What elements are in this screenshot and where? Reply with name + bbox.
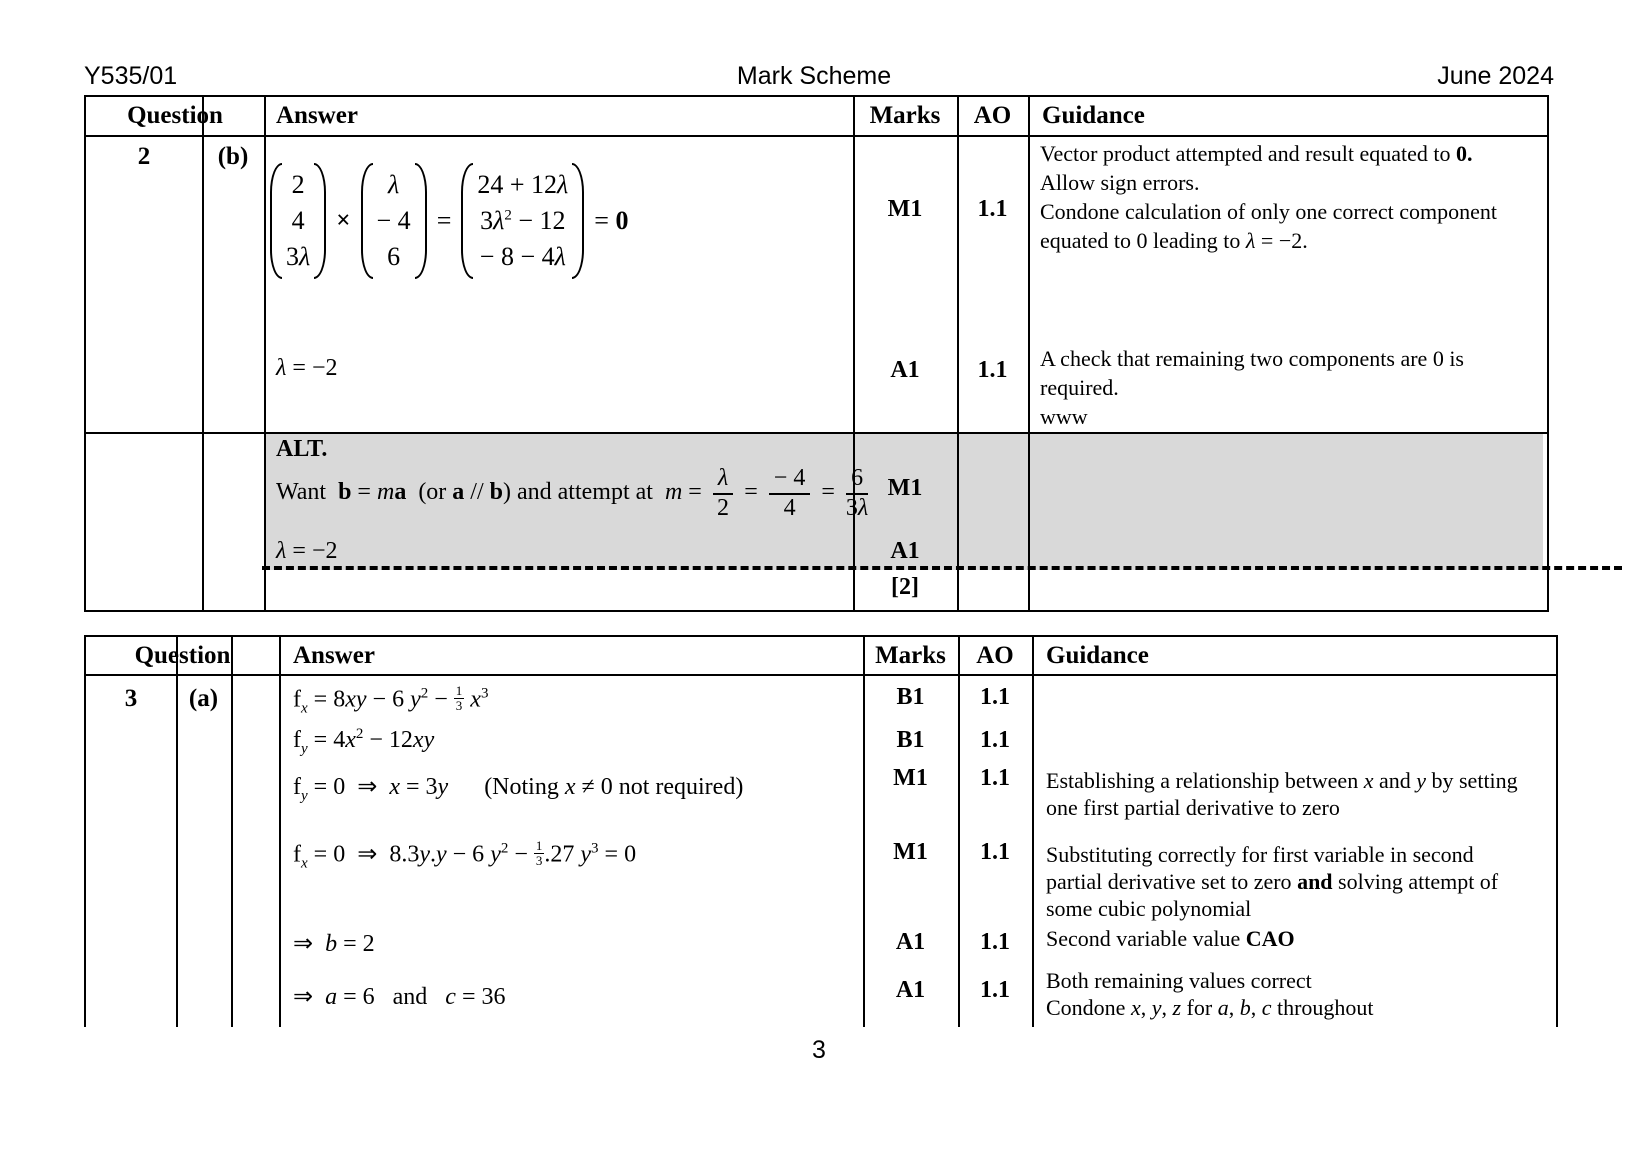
answer-line: ⇒ b = 2	[293, 931, 375, 957]
equals-zero: = 0	[594, 206, 629, 235]
ao: 1.1	[980, 977, 1010, 1003]
ao-a1: 1.1	[977, 357, 1008, 383]
answer-line: $f_x = 8xy - 6$ $y^2$ − $\frac{1}{3}$ $x^3$	[293, 683, 489, 717]
ao-m1: 1.1	[977, 196, 1008, 222]
ao: 1.1	[980, 839, 1010, 865]
answer-line: $f_y = 4x^2 - 12xy$	[293, 726, 435, 757]
alt-label: ALT.	[276, 436, 328, 462]
guidance-text: Establishing a relationship between x and y by setting one first partial derivative to zero	[1046, 768, 1518, 820]
grid-line	[231, 637, 233, 1027]
guidance-text: Second variable value CAO	[1046, 926, 1295, 951]
session-date: June 2024	[1437, 62, 1554, 90]
col-header-guidance: Guidance	[1046, 641, 1149, 669]
col-header-marks: Marks	[869, 102, 941, 129]
grid-line	[853, 97, 855, 610]
answer-line: $f_y = 0$ ⇒ x = 3y (Noting x ≠ 0 not required)	[293, 774, 744, 804]
table-question-3	[84, 635, 1558, 1027]
question-part: (a)	[188, 685, 219, 712]
matrix-b: λ − 4 6	[361, 163, 427, 279]
alt-mark-a1: A1	[890, 538, 920, 564]
col-header-marks: Marks	[875, 641, 946, 669]
matrix-a: 2 4 3λ	[270, 163, 326, 279]
guidance-vector-product: Vector product attempted and result equated to 0. Allow sign errors. Condone calculation of only one correct component equated to 0 leading to λ = −2.	[1040, 141, 1497, 253]
lambda-result: λ = −2	[276, 355, 338, 381]
col-header-question: Question	[134, 641, 231, 669]
question-number: 2	[137, 143, 151, 170]
alt-dashed-divider	[262, 566, 1622, 570]
col-header-answer: Answer	[293, 641, 375, 669]
answer-line: ⇒ a = 6 and c = 36	[293, 984, 506, 1010]
grid-line	[279, 637, 281, 1027]
grid-line	[957, 97, 959, 610]
grid-line	[86, 135, 1547, 137]
matrix-result: 24 + 12λ $3\lambda^2 - 12$ − 8 − 4λ	[461, 163, 584, 279]
col-header-answer: Answer	[276, 102, 358, 129]
alt-mark-m1: M1	[887, 475, 923, 501]
col-header-ao: AO	[976, 641, 1014, 669]
question-number: 3	[124, 685, 138, 712]
grid-line	[202, 97, 204, 610]
alt-working: Want b = ma (or a // b) and attempt at m = $\frac{\lambda}{2}$ = $\frac{- 4}{4}$ = $\frac{6}{3\lambda}$	[276, 465, 869, 521]
guidance-text: Both remaining values correct Condone x, y, z for a, b, c throughout	[1046, 968, 1374, 1020]
col-header-ao: AO	[973, 102, 1012, 129]
cross-operator: ×	[336, 207, 351, 234]
mark: B1	[896, 727, 925, 753]
paper-code: Y535/01	[84, 62, 178, 90]
table-question-2	[84, 95, 1549, 612]
answer-line: $f_x = 0$ ⇒ 8.3y.y − 6 $y^2$ − $\frac{1}{3}$ .27 $y^3 = 0$	[293, 838, 637, 872]
document-title: Mark Scheme	[736, 62, 892, 90]
col-header-guidance: Guidance	[1042, 102, 1145, 129]
guidance-text: Substituting correctly for first variable in second partial derivative set to zero and solving attempt of some cubic polynomial	[1046, 842, 1499, 921]
equals-operator: =	[436, 206, 452, 235]
question-part: (b)	[217, 143, 249, 170]
mark: A1	[895, 977, 926, 1003]
mark-m1: M1	[887, 196, 923, 222]
mark: B1	[896, 684, 925, 710]
mark: M1	[893, 839, 928, 865]
grid-line	[86, 432, 1547, 434]
ao: 1.1	[980, 765, 1010, 791]
mark: A1	[895, 929, 926, 955]
page-number: 3	[812, 1036, 826, 1064]
grid-line	[86, 674, 1556, 676]
alt-lambda-result: λ = −2	[276, 538, 338, 564]
grid-line	[1032, 637, 1034, 1027]
col-header-question: Question	[127, 102, 223, 129]
document-header	[84, 62, 1554, 92]
ao: 1.1	[980, 929, 1010, 955]
mark: M1	[893, 765, 928, 791]
grid-line	[1028, 97, 1030, 610]
mark-a1: A1	[890, 357, 920, 383]
ao: 1.1	[980, 684, 1010, 710]
grid-line	[264, 97, 266, 610]
ao: 1.1	[980, 727, 1010, 753]
total-marks: [2]	[891, 574, 919, 600]
vector-product-equation	[270, 163, 628, 279]
guidance-check: A check that remaining two components are 0 is required. www	[1040, 346, 1464, 429]
